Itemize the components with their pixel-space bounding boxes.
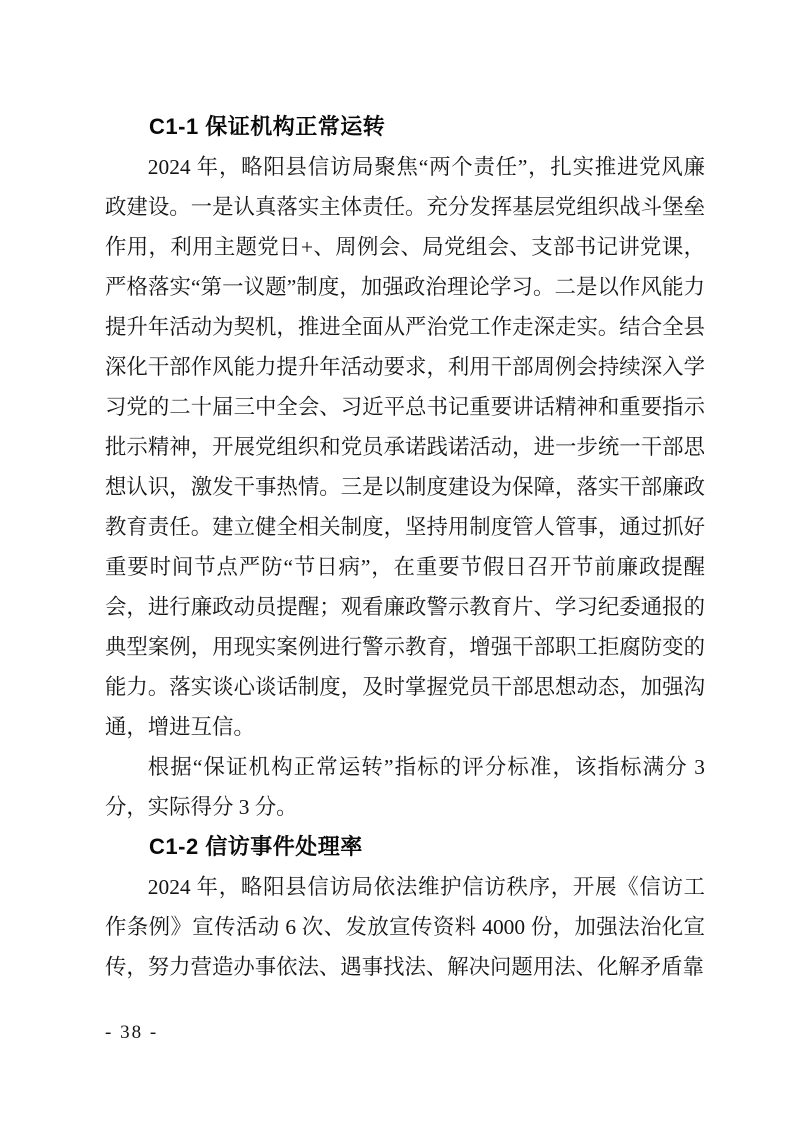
paragraph-c1-2-body: 2024 年，略阳县信访局依法维护信访秩序，开展《信访工作条例》宣传活动 6 次、发放宣传资料 4000 份，加强法治化宣传，努力营造办事依法、遇事找法、解决问题用法、化解矛盾靠: [105, 875, 705, 979]
section-heading-c1-1: C1-1 保证机构正常运转: [149, 114, 386, 139]
page-content: [105, 107, 705, 987]
section-heading-c1-2: C1-2 信访事件处理率: [149, 834, 363, 859]
page-number: - 38 -: [105, 1022, 159, 1043]
paragraph-c1-1-body: 2024 年，略阳县信访局聚焦“两个责任”，扎实推进党风廉政建设。一是认真落实主体责任。充分发挥基层党组织战斗堡垒作用，利用主题党日+、周例会、局党组会、支部书记讲党课，严格落实“第一议题”制度，加强政治理论学习。二是以作风能力提升年活动为契机，推进全面从严治党工作走深走实。结合全县深化干部作风能力提升年活动要求，利用干部周例会持续深入学习党的二十届三中全会、习近平总书记重要讲话精神和重要指示批示精神，开展党组织和党员承诺践诺活动，进一步统一干部思想认识，激发干事热情。三是以制度建设为保障，落实干部廉政教育责任。建立健全相关制度，坚持用制度管人管事，通过抓好重要时间节点严防“节日病”，在重要节假日召开节前廉政提醒会，进行廉政动员提醒；观看廉政警示教育片、学习纪委通报的典型案例，用现实案例进行警示教育，增强干部职工拒腐防变的能力。落实谈心谈话制度，及时掌握党员干部思想动态，加强沟通，增进互信。: [105, 155, 705, 739]
paragraph-c1-1-score: 根据“保证机构正常运转”指标的评分标准，该指标满分 3 分，实际得分 3 分。: [105, 755, 705, 819]
